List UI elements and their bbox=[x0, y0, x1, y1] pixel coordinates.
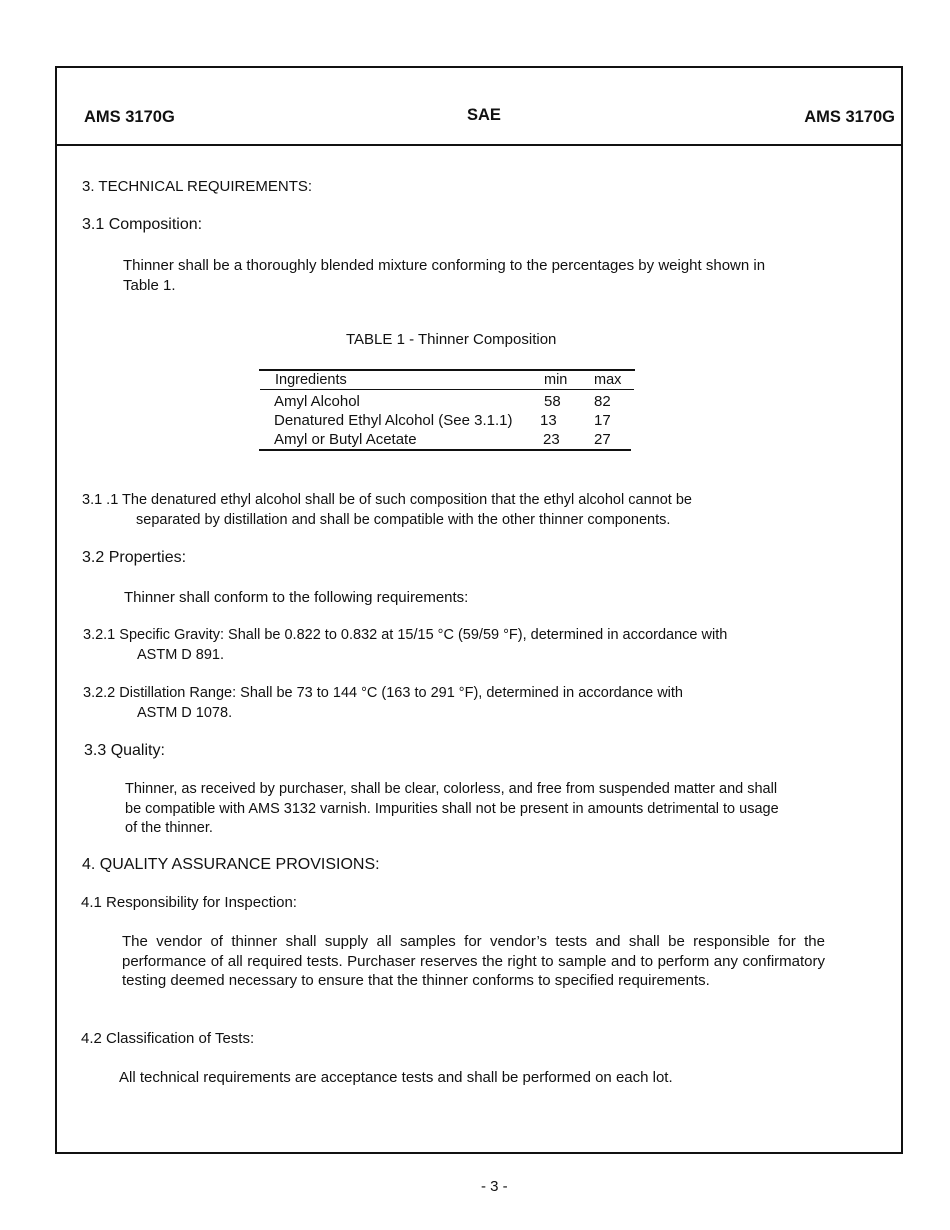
section-3-2-paragraph: Thinner shall conform to the following requirements: bbox=[124, 589, 469, 606]
section-3-heading: 3. TECHNICAL REQUIREMENTS: bbox=[82, 178, 313, 195]
section-3-1-heading: 3.1 Composition: bbox=[82, 216, 203, 233]
section-3-2-1-line-2: ASTM D 891. bbox=[137, 647, 225, 663]
section-4-2-heading: 4.2 Classification of Tests: bbox=[81, 1030, 255, 1047]
section-3-1-paragraph: Thinner shall be a thoroughly blended mixture conforming to the percentages by weight shown in Table 1. bbox=[123, 257, 766, 294]
table-rule-bottom bbox=[259, 449, 631, 451]
section-3-2-2-line-2: ASTM D 1078. bbox=[137, 705, 233, 721]
table-cell-min: 13 bbox=[540, 412, 557, 429]
table-cell-max: 82 bbox=[594, 393, 611, 410]
page-number: - 3 - bbox=[481, 1178, 508, 1195]
table-header-ingredients: Ingredients bbox=[275, 372, 347, 388]
section-4-2-paragraph: All technical requirements are acceptance tests and shall be performed on each lot. bbox=[119, 1069, 673, 1086]
section-4-1-paragraph: The vendor of thinner shall supply all samples for vendor’s tests and shall be responsible for the performance of all required tests. Purchaser reserves the right to sample and to perform any confirmatory testing deemed necessary to ensure that the thinner conforms to specified requirements. bbox=[122, 933, 825, 989]
header-org-title: SAE bbox=[467, 106, 501, 124]
table-header-min: min bbox=[544, 372, 568, 388]
header-divider bbox=[57, 144, 901, 146]
table-cell-ingredient: Amyl or Butyl Acetate bbox=[274, 431, 417, 448]
table-cell-ingredient: Amyl Alcohol bbox=[274, 393, 360, 410]
section-3-3-heading: 3.3 Quality: bbox=[84, 742, 165, 759]
section-3-2-2-line-1: 3.2.2 Distillation Range: Shall be 73 to 144 °C (163 to 291 °F), determined in accordance with bbox=[83, 685, 683, 701]
table-cell-max: 27 bbox=[594, 431, 611, 448]
table-cell-ingredient: Denatured Ethyl Alcohol (See 3.1.1) bbox=[274, 412, 513, 429]
section-3-3-paragraph: Thinner, as received by purchaser, shall be clear, colorless, and free from suspended matter and shall be compatible with AMS 3132 varnish. Impurities shall not be present in amounts detrimental to usage of the thinner. bbox=[125, 781, 779, 836]
section-3-2-1-line-1: 3.2.1 Specific Gravity: Shall be 0.822 to 0.832 at 15/15 °C (59/59 °F), determined in accordance with bbox=[83, 627, 728, 643]
section-4-1-heading: 4.1 Responsibility for Inspection: bbox=[81, 894, 297, 911]
section-3-2-heading: 3.2 Properties: bbox=[82, 549, 187, 566]
header-doc-code-right: AMS 3170G bbox=[804, 108, 895, 126]
table-rule-header bbox=[260, 389, 634, 390]
header-doc-code-left: AMS 3170G bbox=[84, 108, 175, 126]
table-cell-min: 58 bbox=[544, 393, 561, 410]
table-cell-max: 17 bbox=[594, 412, 611, 429]
table-cell-min: 23 bbox=[543, 431, 560, 448]
section-3-1-1-line-1: 3.1 .1 The denatured ethyl alcohol shall be of such composition that the ethyl alcohol cannot be bbox=[82, 492, 692, 508]
table-header-max: max bbox=[594, 372, 622, 388]
table-1-title: TABLE 1 - Thinner Composition bbox=[346, 331, 557, 348]
section-4-heading: 4. QUALITY ASSURANCE PROVISIONS: bbox=[82, 856, 380, 873]
section-3-1-1-line-2: separated by distillation and shall be compatible with the other thinner components. bbox=[136, 512, 671, 528]
